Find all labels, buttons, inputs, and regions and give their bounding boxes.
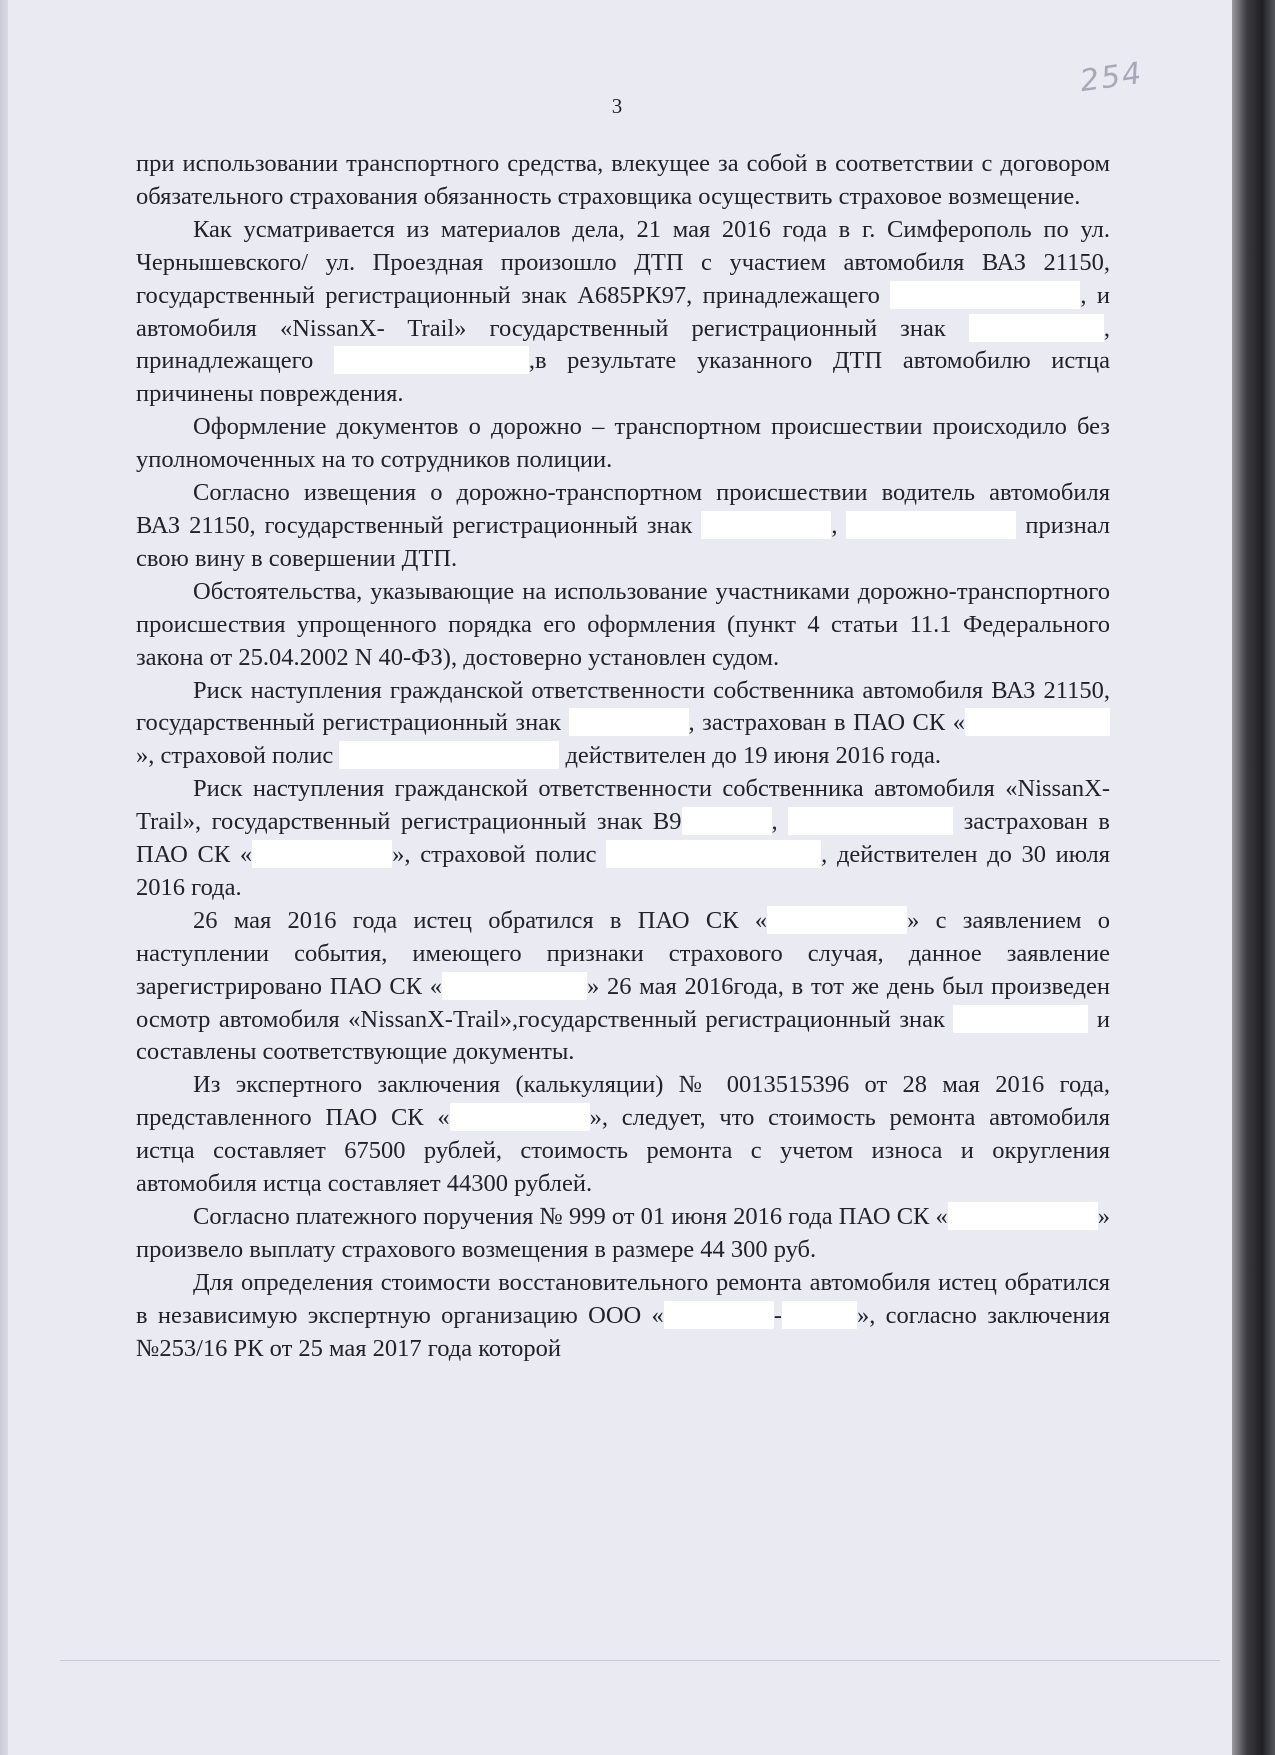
paragraph-9	[136, 1069, 1110, 1201]
scan-fold-line	[60, 1660, 1220, 1661]
redaction-box	[339, 741, 559, 769]
redaction-box	[569, 708, 689, 736]
paragraph-text: 26 мая 2016 года истец обратился в ПАО СК «	[193, 906, 768, 934]
redaction-box	[450, 1103, 590, 1131]
paragraph-text: при использовании транспортного средства, влекущее за собой в соответствии с договором обязательного страхования обязанность страховщика осуществить страховое возмещение.	[136, 150, 1110, 210]
redaction-box	[948, 1202, 1098, 1230]
redaction-box	[606, 840, 821, 868]
redaction-box	[682, 807, 772, 835]
paragraph-text: Риск наступления гражданской ответственности собственника автомобиля «NissanX-Trail», государственный регистрационный знак В9	[136, 775, 1110, 836]
paragraph-text: -	[773, 1301, 782, 1329]
paragraph-text: », страховой полис	[392, 841, 607, 869]
paragraph-text: », страховой полис	[136, 742, 340, 770]
paragraph-text: Обстоятельства, указывающие на использование участниками дорожно-транспортного происшествия упрощенного порядка его оформления (пункт 4 статьи 11.1 Федерального закона от 25.04.2002 N 40-ФЗ), достоверно установлен судом.	[136, 577, 1110, 671]
paragraph-2	[136, 214, 1110, 411]
paragraph-text: ,	[831, 511, 847, 539]
paragraph-10	[136, 1201, 1110, 1267]
redaction-box	[890, 281, 1080, 309]
paragraph-11	[136, 1267, 1110, 1366]
paragraph-text: Оформление документов о дорожно – транспортном происшествии происходило без уполномоченных на то сотрудников полиции.	[136, 413, 1110, 474]
paragraph-text: ,в результате указанного ДТП автомобилю истца причинены повреждения.	[136, 347, 1110, 408]
paragraph-text: , действителен до 30 июля 2016 года.	[136, 841, 1110, 901]
paragraph-text: », следует, что стоимость ремонта автомобиля истца составляет 67500 рублей, стоимость ремонта с учетом износа и округления автомобиля истца составляет 44300 рублей.	[136, 1104, 1110, 1198]
handwritten-archive-number: 254	[1077, 55, 1146, 100]
redaction-box	[965, 708, 1110, 736]
paragraph-text: признал свою вину в совершении ДТП.	[136, 511, 1111, 572]
paragraph-text: ,	[771, 808, 789, 836]
redaction-box	[782, 1301, 857, 1329]
paragraph-text: , и автомобиля «NissanX- Trail» государственный регистрационный знак	[136, 281, 1110, 342]
paragraph-text: , принадлежащего	[136, 314, 1110, 375]
paragraph-8	[136, 905, 1110, 1070]
paragraph-text: » 26 мая 2016года, в тот же день был произведен осмотр автомобиля «NissanX-Trail»,государственный регистрационный знак	[136, 972, 1110, 1033]
paragraph-3	[136, 411, 1110, 477]
document-body	[136, 148, 1110, 1366]
paragraph-text: Риск наступления гражданской ответственности собственника автомобиля ВАЗ 21150, государственный регистрационный знак	[136, 676, 1110, 737]
paragraph-text: застрахован в ПАО СК «	[136, 808, 1110, 869]
paragraph-7	[136, 773, 1110, 905]
redaction-box	[788, 807, 953, 835]
redaction-box	[334, 346, 529, 374]
redaction-box	[701, 511, 831, 539]
paragraph-text: Согласно извещения о дорожно-транспортном происшествии водитель автомобиля ВАЗ 21150, государственный регистрационный знак	[136, 479, 1110, 539]
paragraph-1	[136, 148, 1110, 214]
redaction-box	[953, 1005, 1088, 1033]
paragraph-text: », согласно заключения №253/16 РК от 25 мая 2017 года которой	[136, 1301, 1110, 1362]
paragraph-5	[136, 576, 1110, 675]
paragraph-text: Согласно платежного поручения № 999 от 01 июня 2016 года ПАО СК «	[193, 1203, 948, 1230]
redaction-box	[442, 972, 587, 1000]
paragraph-text: , застрахован в ПАО СК «	[688, 709, 965, 737]
scan-dark-edge	[1232, 0, 1275, 1755]
paragraph-text: Как усматривается из материалов дела, 21 мая 2016 года в г. Симферополь по ул. Чернышевского/ ул. Проездная произошло ДТП с участием автомобиля ВАЗ 21150, государственный регистрационный знак А685РК97, принадлежащего	[136, 215, 1110, 309]
page-number: 3	[611, 94, 623, 118]
redaction-box	[664, 1301, 774, 1329]
paragraph-4	[136, 477, 1110, 576]
redaction-box	[846, 511, 1016, 539]
paragraph-text: Из экспертного заключения (калькуляции) № 0013515396 от 28 мая 2016 года, представленного ПАО СК «	[136, 1071, 1110, 1132]
paragraph-text: и составлены соответствующие документы.	[136, 1005, 1110, 1066]
paragraph-text: действителен до 19 июня 2016 года.	[559, 742, 942, 770]
redaction-box	[767, 906, 907, 934]
paragraph-text: » произвело выплату страхового возмещения в размере 44 300 руб.	[136, 1203, 1111, 1263]
redaction-box	[969, 314, 1104, 342]
paragraph-6	[136, 675, 1110, 774]
paragraph-text: » с заявлением о наступлении события, имеющего признаки страхового случая, данное заявление зарегистрировано ПАО СК «	[136, 906, 1110, 1000]
paragraph-text: Для определения стоимости восстановительного ремонта автомобиля истец обратился в независимую экспертную организацию ООО «	[136, 1268, 1110, 1329]
redaction-box	[252, 840, 392, 868]
